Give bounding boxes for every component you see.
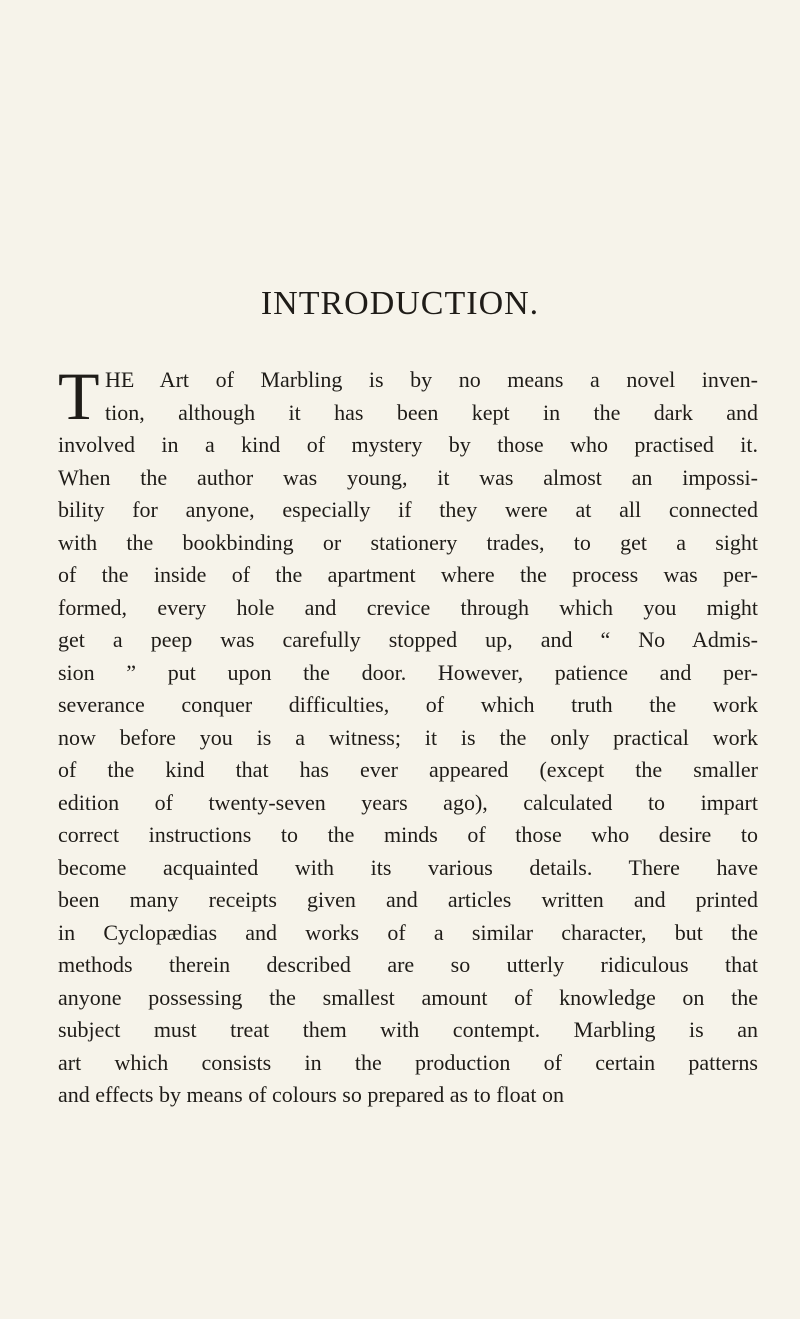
paragraph-line: of the inside of the apartment where the process was per- [58,562,758,587]
paragraph-line: and effects by means of colours so prepared as to float on [58,1082,565,1107]
paragraph-line: anyone possessing the smallest amount of knowledge on the [58,984,758,1010]
paragraph-line: of the kind that has ever appeared (except the smaller [58,757,758,782]
paragraph-line: formed, every hole and crevice through which you might [58,594,758,620]
paragraph-line: methods therein described are so utterly ridiculous that [58,952,758,977]
paragraph-line: in Cyclopædias and works of a similar character, but the [58,919,758,945]
paragraph-line: now before you is a witness; it is the only practical work [58,724,758,750]
paragraph-line: bility for anyone, especially if they were at all connected [58,497,758,522]
paragraph-line: with the bookbinding or stationery trades, to get a sight [58,529,758,555]
paragraph-line: become acquainted with its various details. There have [58,854,758,880]
paragraph-line: subject must treat them with contempt. Marbling is an [58,1017,758,1042]
paragraph-line: been many receipts given and articles written and printed [58,887,758,912]
paragraph-line: When the author was young, it was almost an impossi- [58,464,758,490]
paragraph-line: HE Art of Marbling is by no means a novel inven- [105,367,758,392]
paragraph-line: get a peep was carefully stopped up, and “ No Admis- [58,627,758,652]
paragraph-line: tion, although it has been kept in the dark and [105,399,758,425]
drop-cap: T [58,358,100,434]
paragraph-line: involved in a kind of mystery by those who practised it. [58,432,758,457]
paragraph-line: severance conquer difficulties, of which truth the work [58,692,758,717]
paragraph-line: correct instructions to the minds of those who desire to [58,822,758,847]
paragraph-line: sion ” put upon the door. However, patience and per- [58,659,758,685]
paragraph-line: edition of twenty-seven years ago), calculated to impart [58,789,758,815]
introduction-paragraph [58,358,758,1112]
page-heading: INTRODUCTION. [260,285,540,322]
paragraph-line: art which consists in the production of certain patterns [58,1049,758,1075]
